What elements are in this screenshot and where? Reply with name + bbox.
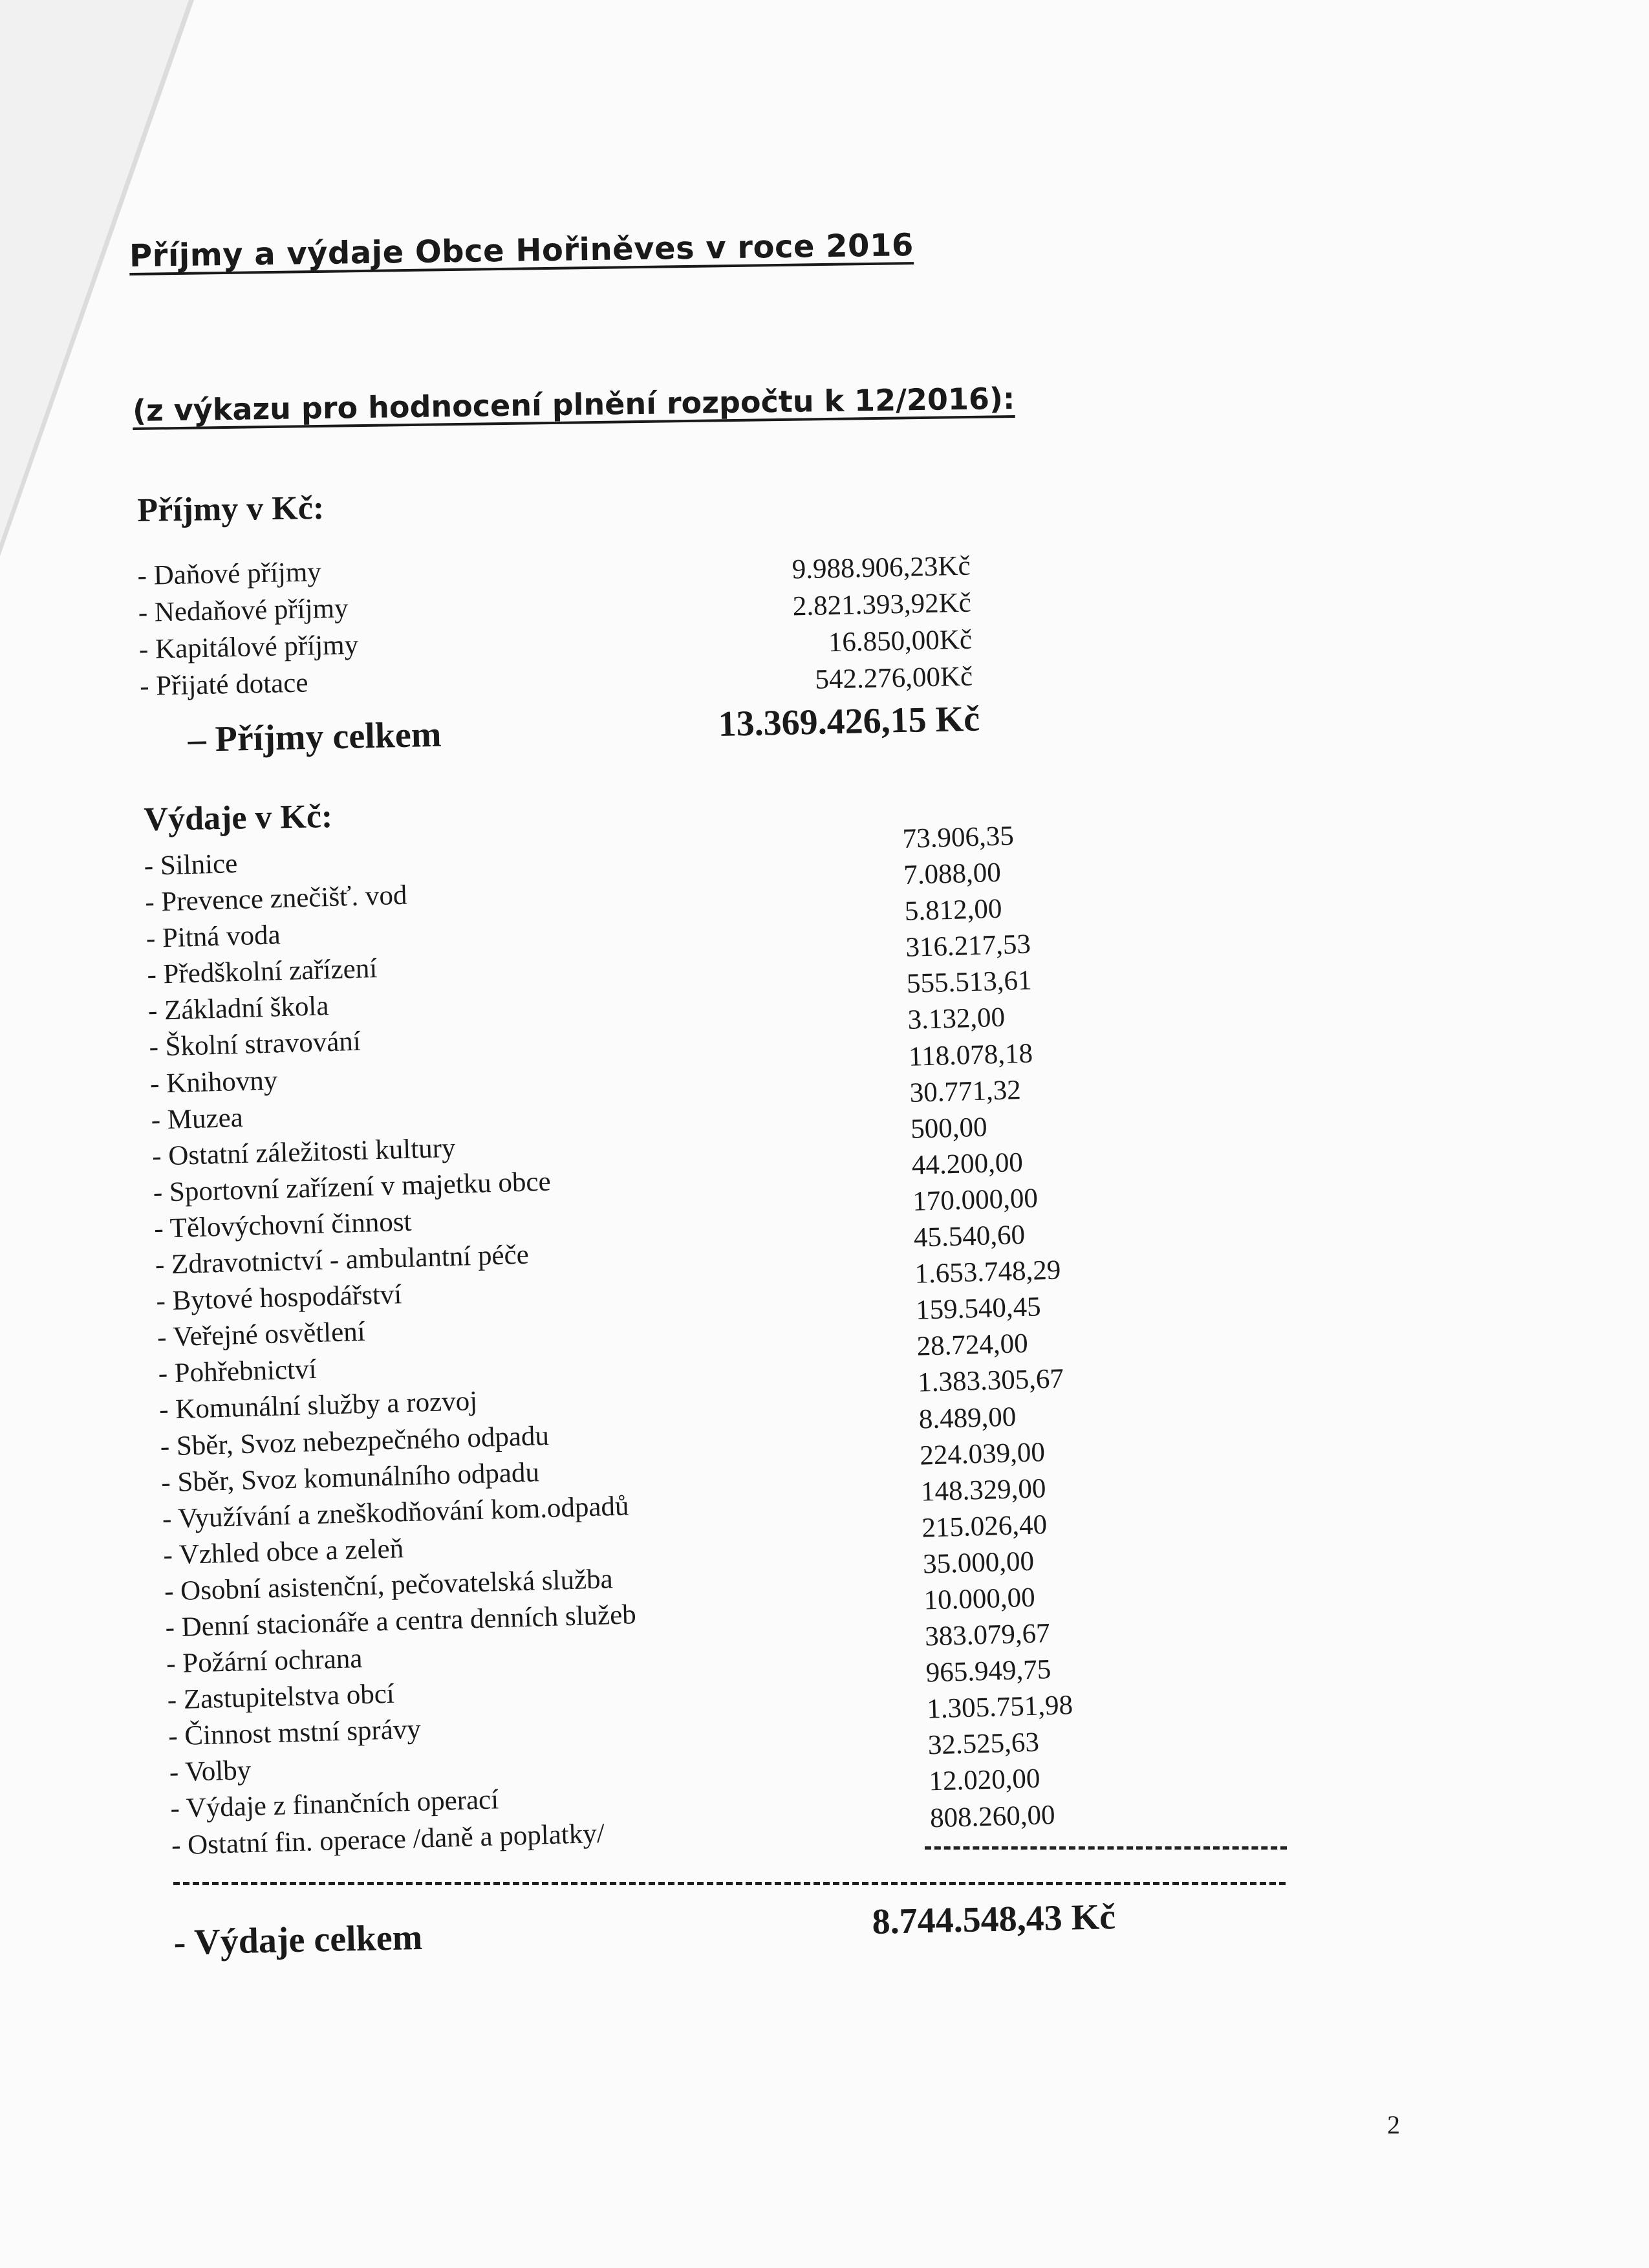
expense-item-label: - Ostatní fin. operace /daně a poplatky/ xyxy=(171,1818,605,1861)
expense-item-label: - Pitná voda xyxy=(146,920,281,955)
expense-item-value: 148.329,00 xyxy=(920,1473,1047,1507)
income-item-label: - Nedaňové příjmy xyxy=(138,593,349,628)
expense-item-label: - Knihovny xyxy=(149,1064,278,1099)
page-number: 2 xyxy=(1387,2110,1400,2139)
expense-item-value: 1.653.748,29 xyxy=(914,1255,1061,1290)
expense-item-label: - Veřejné osvětlení xyxy=(156,1316,366,1353)
income-item-value: 2.821.393,92Kč xyxy=(792,587,972,622)
expense-item-label: - Denní stacionáře a centra denních služeb xyxy=(165,1599,637,1643)
expense-item-value: 555.513,61 xyxy=(906,965,1033,1000)
expense-item-value: 118.078,18 xyxy=(908,1038,1033,1072)
expense-item-label: - Silnice xyxy=(144,848,238,881)
income-total-value: 13.369.426,15 Kč xyxy=(718,698,980,744)
expense-item-value: 159.540,45 xyxy=(915,1291,1042,1326)
expense-item-value: 73.906,35 xyxy=(902,821,1015,854)
expense-item-value: 500,00 xyxy=(910,1112,988,1145)
income-item-value: 542.276,00Kč xyxy=(815,661,973,695)
expense-item-label: - Základní škola xyxy=(147,991,330,1027)
expense-item-value: 28.724,00 xyxy=(916,1328,1029,1362)
expense-item-value: 215.026,40 xyxy=(921,1509,1048,1544)
expense-item-label: - Zdravotnictví - ambulantní péče xyxy=(155,1239,530,1280)
expense-item-value: 3.132,00 xyxy=(907,1002,1006,1036)
expense-item-label: - Vzhled obce a zeleň xyxy=(162,1533,404,1571)
expense-item-label: - Sportovní zařízení v majetku obce xyxy=(153,1166,552,1208)
expense-item-value: 10.000,00 xyxy=(923,1582,1036,1616)
income-item-value: 16.850,00Kč xyxy=(828,624,973,658)
expense-item-label: - Sběr, Svoz komunálního odpadu xyxy=(160,1456,540,1498)
show-through-text: ​ xyxy=(271,195,272,239)
page-subtitle: (z výkazu pro hodnocení plnění rozpočtu k 12/2016): xyxy=(132,380,1015,428)
expense-item-value: 8.489,00 xyxy=(918,1401,1017,1435)
expense-item-value: 44.200,00 xyxy=(911,1147,1024,1181)
expense-item-label: - Prevence znečišť. vod xyxy=(144,880,408,918)
income-values xyxy=(711,548,973,700)
expense-values xyxy=(902,817,1077,1837)
expense-item-value: 316.217,53 xyxy=(905,929,1031,964)
expense-item-label: - Školní stravování xyxy=(148,1026,361,1063)
income-item-value: 9.988.906,23Kč xyxy=(792,550,971,585)
expense-item-value: 45.540,60 xyxy=(913,1219,1026,1253)
expense-item-value: 965.949,75 xyxy=(925,1654,1051,1689)
expense-item-label: - Komunální služby a rozvoj xyxy=(158,1386,478,1426)
expense-item-label: - Sběr, Svoz nebezpečného odpadu xyxy=(160,1420,550,1462)
expense-item-value: 7.088,00 xyxy=(903,857,1002,891)
expense-item-value: 1.305.751,98 xyxy=(926,1690,1073,1725)
expense-item-value: 5.812,00 xyxy=(904,893,1002,927)
expenses-total-label: - Výdaje celkem xyxy=(173,1917,423,1963)
income-item-label: - Daňové příjmy xyxy=(137,557,322,591)
income-total-label: – Příjmy celkem xyxy=(188,714,442,760)
dashed-divider-lower xyxy=(173,1882,1286,1885)
expense-item-label: - Zastupitelstva obcí xyxy=(167,1678,395,1716)
expenses-total-value: 8.744.548,43 Kč xyxy=(872,1897,1116,1942)
expense-labels xyxy=(144,836,643,1864)
expenses-heading: Výdaje v Kč: xyxy=(144,797,333,838)
expense-item-value: 35.000,00 xyxy=(922,1546,1035,1580)
income-labels xyxy=(137,553,360,705)
expense-item-label: - Předškolní zařízení xyxy=(146,953,378,991)
expense-item-value: 170.000,00 xyxy=(912,1183,1039,1217)
expense-item-value: 224.039,00 xyxy=(919,1436,1046,1471)
expense-item-label: - Ostatní záležitosti kultury xyxy=(151,1132,457,1172)
expense-item-value: 1.383.305,67 xyxy=(917,1363,1064,1399)
expense-item-label: - Výdaje z finančních operací xyxy=(169,1784,499,1824)
income-item-label: - Kapitálové příjmy xyxy=(138,629,359,665)
dashed-divider-upper xyxy=(925,1846,1287,1850)
expense-item-label: - Tělovýchovní činnost xyxy=(153,1206,413,1244)
income-heading: Příjmy v Kč: xyxy=(137,489,325,529)
expense-item-value: 32.525,63 xyxy=(927,1727,1040,1761)
page-title: Příjmy a výdaje Obce Hořiněves v roce 2016 xyxy=(129,227,914,274)
expense-item-label: - Volby xyxy=(169,1755,252,1788)
expense-item-label: - Osobní asistenční, pečovatelská služba xyxy=(164,1564,614,1607)
expense-item-label: - Muzea xyxy=(151,1102,244,1136)
expense-item-value: 12.020,00 xyxy=(928,1764,1041,1797)
expense-item-label: - Požární ochrana xyxy=(166,1643,363,1679)
expense-item-label: - Pohřebnictví xyxy=(158,1354,318,1389)
expense-item-value: 808.260,00 xyxy=(929,1799,1056,1833)
expense-item-label: - Bytové hospodářství xyxy=(155,1279,402,1317)
income-item-label: - Přijaté dotace xyxy=(139,667,308,702)
expense-item-label: - Využívání a zneškodňování kom.odpadů xyxy=(162,1491,630,1535)
expense-item-label: - Činnost mstní správy xyxy=(167,1714,422,1752)
expense-item-value: 30.771,32 xyxy=(909,1074,1022,1108)
expense-item-value: 383.079,67 xyxy=(924,1618,1051,1652)
